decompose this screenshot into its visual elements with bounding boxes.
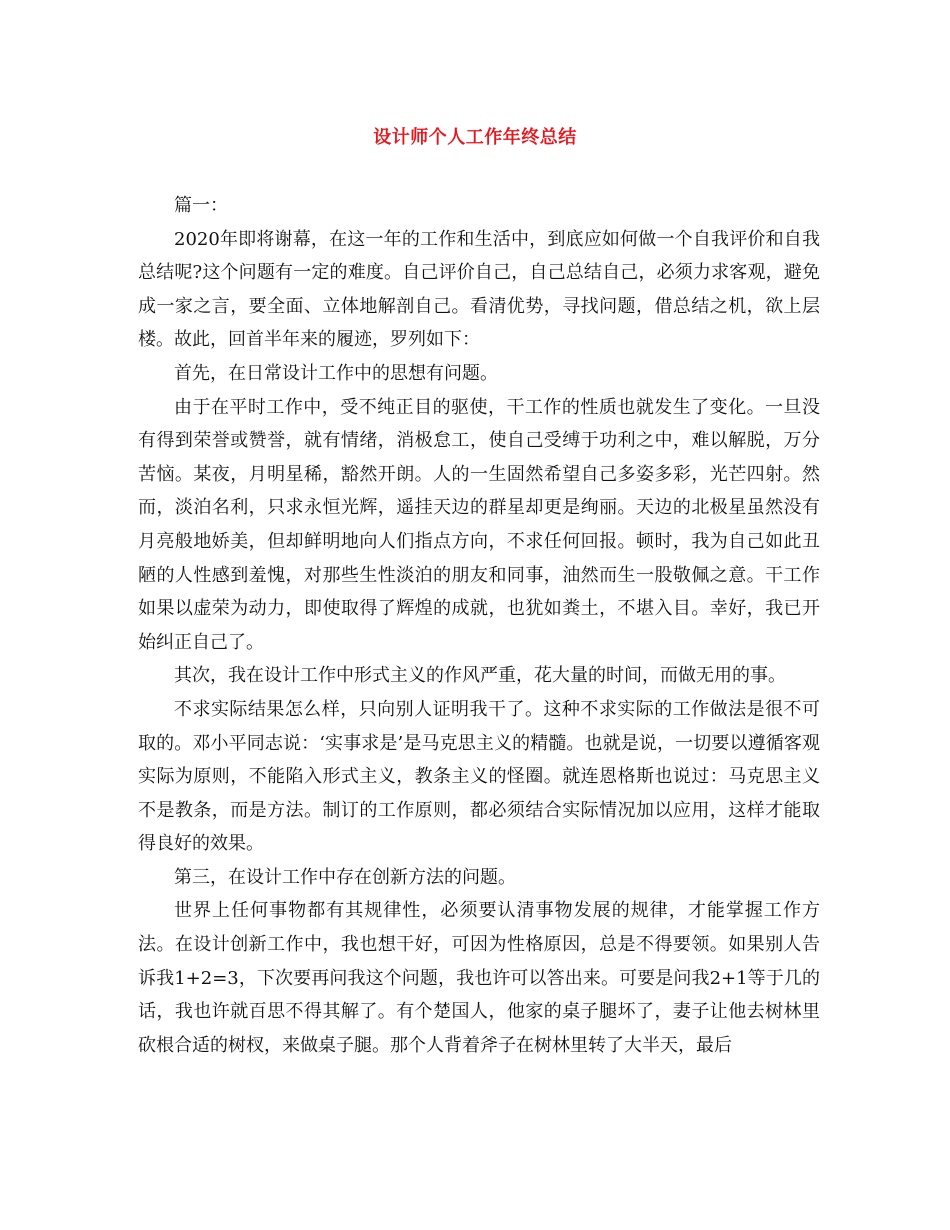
document-title: 设计师个人工作年终总结 bbox=[373, 127, 577, 148]
paragraph-second-detail: 不求实际结果怎么样，只向别人证明我干了。这种不求实际的工作做法是很不可取的。邓小平同志说：‘实事求是’是马克思主义的精髓。也就是说，一切要以遵循客观实际为原则，不能陷入形式主义，教条主义的怪圈。就连恩格斯也说过：马克思主义不是教条，而是方法。制订的工作原则，都必须结合实际情况加以应用，这样才能取得良好的效果。 bbox=[138, 698, 820, 855]
paragraph-intro: 2020年即将谢幕，在这一年的工作和生活中，到底应如何做一个自我评价和自我总结呢?这个问题有一定的难度。自己评价自己，自己总结自己，必须力求客观，避免成一家之言，要全面、立体地解剖自己。看清优势，寻找问题，借总结之机，欲上层楼。故此，回首半年来的履迹，罗列如下： bbox=[138, 228, 820, 351]
paragraph-heading-first: 首先，在日常设计工作中的思想有问题。 bbox=[174, 362, 498, 384]
paragraph-first-detail: 由于在平时工作中，受不纯正目的驱使，干工作的性质也就发生了变化。一旦没有得到荣誉或赞誉，就有情绪，消极怠工，使自己受缚于功利之中，难以解脱，万分苦恼。某夜，月明星稀，豁然开朗。人的一生固然希望自己多姿多彩，光芒四射。然而，淡泊名利，只求永恒光辉，遥挂天边的群星却更是绚丽。天边的北极星虽然没有月亮般地娇美，但却鲜明地向人们指点方向，不求任何回报。顿时，我为自己如此丑陋的人性感到羞愧，对那些生性淡泊的朋友和同事，油然而生一股敬佩之意。干工作如果以虚荣为动力，即使取得了辉煌的成就，也犹如粪土，不堪入目。幸好，我已开始纠正自己了。 bbox=[138, 396, 820, 653]
paragraph-section-label: 篇一： bbox=[174, 195, 228, 216]
paragraph-third-detail: 世界上任何事物都有其规律性，必须要认清事物发展的规律，才能掌握工作方法。在设计创新工作中，我也想干好，可因为性格原因，总是不得要领。如果别人告诉我1+2=3，下次要再问我这个问题，我也许可以答出来。可要是问我2+1等于几的话，我也许就百思不得其解了。有个楚国人，他家的桌子腿坏了，妻子让他去树林里砍根合适的树杈，来做桌子腿。那个人背着斧子在树林里转了大半天，最后 bbox=[138, 900, 820, 1056]
paragraph-heading-second: 其次，我在设计工作中形式主义的作风严重，花大量的时间，而做无用的事。 bbox=[174, 665, 786, 687]
document-body bbox=[138, 189, 820, 1062]
paragraph-heading-third: 第三，在设计工作中存在创新方法的问题。 bbox=[174, 866, 516, 888]
